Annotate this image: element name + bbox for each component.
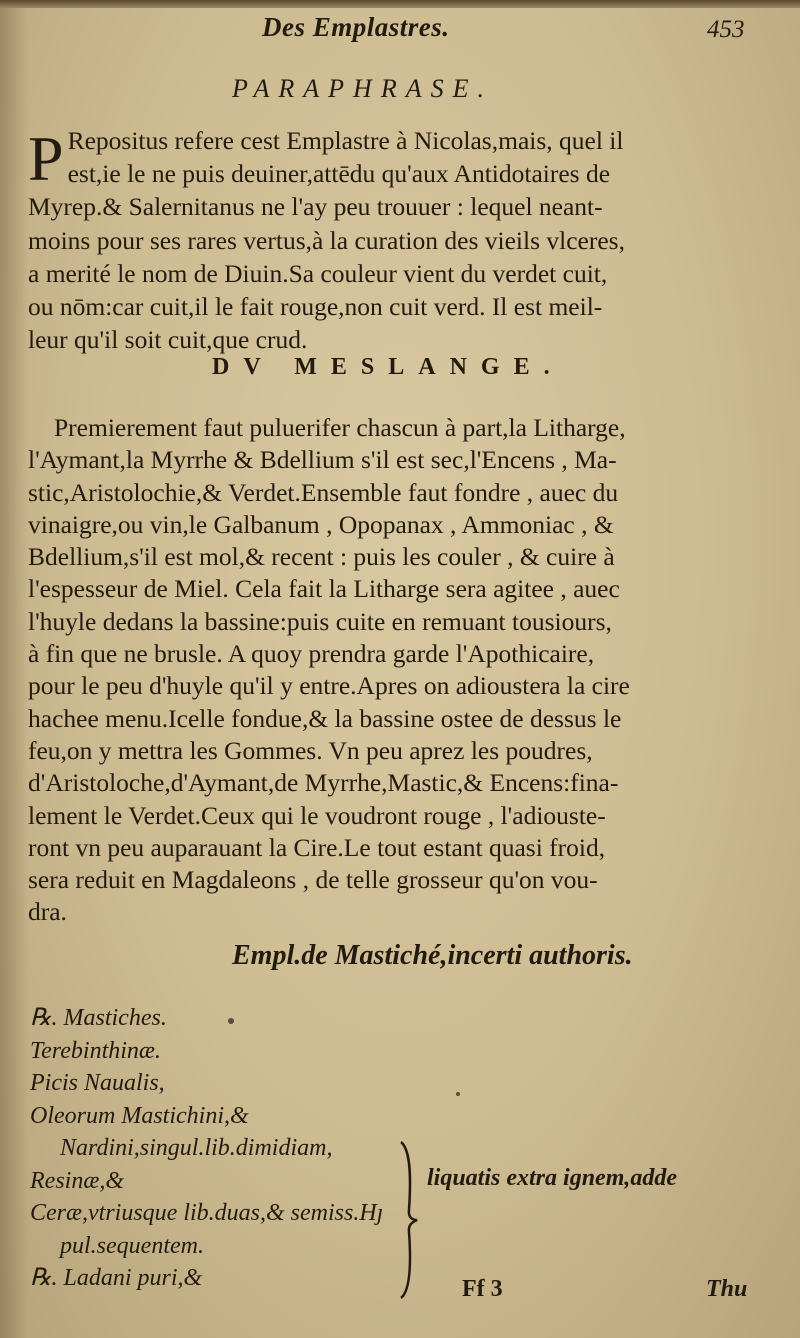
- text-line: dra.: [28, 897, 67, 927]
- curly-brace-icon: [395, 1140, 421, 1300]
- ingredient-line: Oleorum Mastichini,&: [30, 1102, 249, 1129]
- bracket-note: liquatis extra ignem,adde: [427, 1165, 678, 1191]
- drop-cap: P: [28, 123, 64, 194]
- text-line: Repositus refere cest Emplastre à Nicolas,mais, quel il: [67, 126, 624, 155]
- top-edge: [0, 0, 800, 8]
- meslange-paragraph: [28, 412, 780, 929]
- text-line: ront vn peu auparauant la Cire.Le tout estant quasi froid,: [28, 832, 606, 862]
- signature-mark: Ff 3: [462, 1276, 503, 1302]
- ingredient-line: Picis Naualis,: [30, 1070, 165, 1096]
- page-number: 453: [707, 16, 745, 43]
- text-line: Myrep.& Salernitanus ne l'ay peu trouuer : lequel neant-: [28, 192, 603, 222]
- text-line: Premierement faut puluerifer chascun à part,la Litharge,: [54, 413, 626, 442]
- text-line: moins pour ses rares vertus,à la curation des vieils vlceres,: [28, 225, 625, 255]
- text-line: l'espesseur de Miel. Cela fait la Litharge sera agitee , auec: [28, 574, 620, 604]
- text-line: leur qu'il soit cuit,que crud.: [28, 325, 308, 355]
- paraphrase-paragraph: [28, 124, 780, 356]
- text-line: vinaigre,ou vin,le Galbanum , Opopanax , Ammoniac , &: [28, 509, 614, 539]
- ink-blot: [228, 1018, 234, 1024]
- gutter-shadow: [0, 0, 28, 1338]
- text-line: pour le peu d'huyle qu'il y entre.Apres on adioustera la cire: [28, 671, 630, 701]
- ingredient-line: ℞. Mastiches.: [30, 1005, 167, 1031]
- formula-title: Empl.de Mastiché,incerti authoris.: [232, 940, 633, 971]
- text-line: lement le Verdet.Ceux qui le voudront rouge , l'adiouste-: [28, 800, 606, 830]
- text-line: à fin que ne brusle. A quoy prendra garde l'Apothicaire,: [28, 639, 595, 669]
- text-line: hachee menu.Icelle fondue,& la bassine ostee de dessus le: [28, 703, 622, 733]
- ink-blot: [456, 1092, 460, 1096]
- paraphrase-heading: PARAPHRASE.: [232, 74, 493, 103]
- text-line: feu,on y mettra les Gommes. Vn peu aprez les poudres,: [28, 735, 593, 765]
- ingredient-line: Resinæ,&: [30, 1167, 124, 1194]
- text-line: stic,Aristolochie,& Verdet.Ensemble faut fondre , auec du: [28, 477, 619, 507]
- ingredient-line: ℞. Ladani puri,&: [30, 1265, 203, 1291]
- text-line: a merité le nom de Diuin.Sa couleur vient du verdet cuit,: [28, 258, 608, 288]
- text-line: ou nōm:car cuit,il le fait rouge,non cuit verd. Il est meil-: [28, 292, 603, 322]
- text-line: d'Aristoloche,d'Aymant,de Myrrhe,Mastic,& Encens:fina-: [28, 768, 619, 798]
- running-title: Des Emplastres.: [262, 12, 450, 42]
- text-line: l'huyle dedans la bassine:puis cuite en remuant tousiours,: [28, 606, 612, 636]
- catchword: Thu: [706, 1276, 748, 1302]
- ingredient-line: Nardini,singul.lib.dimidiam,: [60, 1135, 333, 1161]
- meslange-heading: DV MESLANGE.: [212, 354, 564, 380]
- ingredient-line: Ceræ,vtriusque lib.duas,& semiss.Hȷ: [30, 1200, 384, 1226]
- ingredient-line: Terebinthinæ.: [30, 1037, 161, 1064]
- text-line: sera reduit en Magdaleons , de telle grosseur qu'on vou-: [28, 865, 598, 895]
- text-line: Bdellium,s'il est mol,& recent : puis les couler , & cuire à: [28, 542, 615, 572]
- page-header: [0, 10, 800, 46]
- text-line: est,ie le ne puis deuiner,attēdu qu'aux Antidotaires de: [67, 159, 611, 189]
- text-line: l'Aymant,la Myrrhe & Bdellium s'il est sec,l'Encens , Ma-: [28, 445, 617, 475]
- ingredient-line: pul.sequentem.: [60, 1232, 204, 1259]
